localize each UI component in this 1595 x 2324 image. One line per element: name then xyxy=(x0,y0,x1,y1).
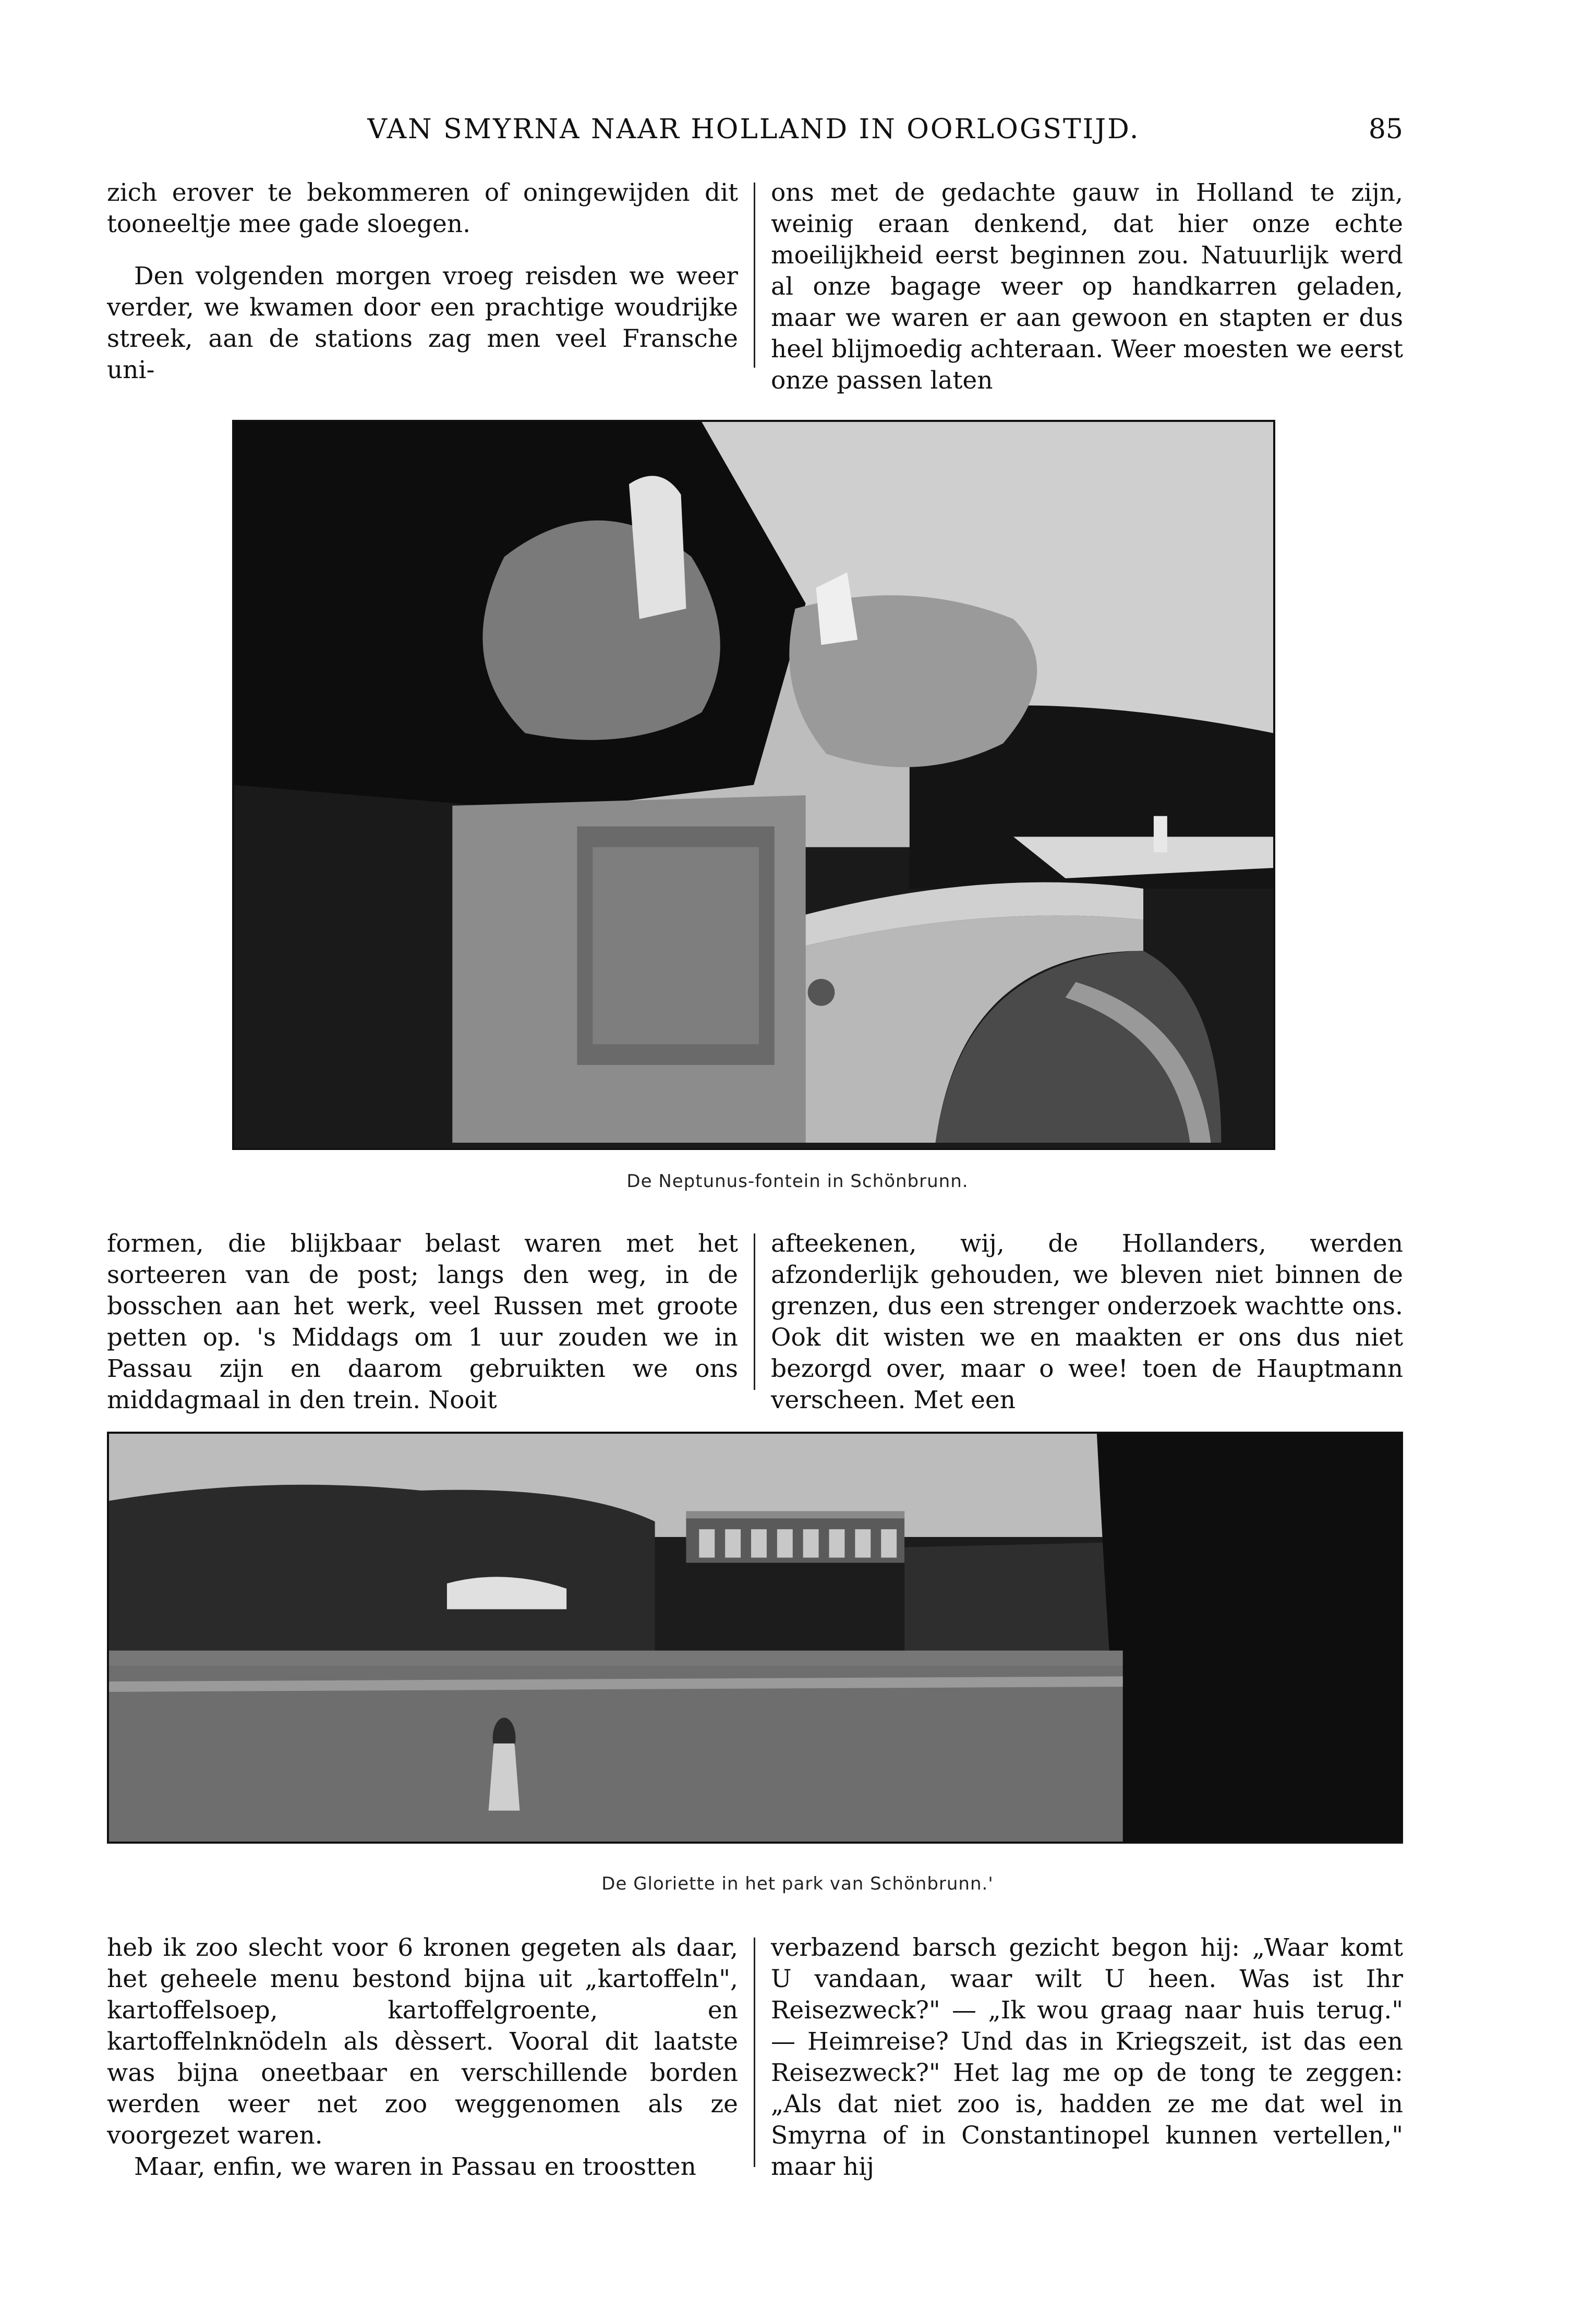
paragraph: ons met de gedachte gauw in Holland te zijn, weinig eraan denkend, dat hier onze echte moeilijkheid eerst beginnen zou. Natuurlijk werd al onze bagage weer op handkarren geladen, maar we waren er aan gewoon en stapten er dus heel blijmoedig achteraan. Weer moesten we eerst onze passen laten xyxy=(771,178,1403,395)
page-number: 85 xyxy=(1368,114,1403,145)
neptune-fountain-photo xyxy=(232,420,1275,1150)
paragraph: zich erover te bekommeren of oningewijden dit tooneeltje mee gade sloegen. xyxy=(107,178,738,238)
paragraph: Den volgenden morgen vroeg reisden we weer verder, we kwamen door een prachtige woudrijke streek, aan de stations zag men veel Fransche uni- xyxy=(107,262,738,384)
paragraph: Maar, enfin, we waren in Passau en troostten xyxy=(134,2152,696,2181)
gloriette-image xyxy=(109,1434,1401,1842)
block1-right-column xyxy=(771,177,1403,396)
paragraph: formen, die blijkbaar belast waren met het sorteeren van de post; langs den weg, in de bosschen aan het werk, veel Russen met groote petten op. 's Middags om 1 uur zouden we in Passau zijn en daarom gebruikten we ons middagmaal in den trein. Nooit xyxy=(107,1229,738,1414)
gloriette-photo xyxy=(107,1432,1403,1844)
block3-left-column xyxy=(107,1932,738,2183)
block1-left-column xyxy=(107,177,738,386)
figure1-caption: De Neptunus-fontein in Schönbrunn. xyxy=(626,1171,969,1192)
block2-right-column xyxy=(771,1228,1403,1416)
paragraph: afteekenen, wij, de Hollanders, werden afzonderlijk gehouden, we bleven niet binnen de grenzen, dus een strenger onderzoek wachtte ons. Ook dit wisten we en maakten er ons dus niet bezorgd over, maar o wee! toen de Hauptmann verscheen. Met een xyxy=(771,1229,1403,1414)
column-divider xyxy=(754,183,755,368)
block2-left-column xyxy=(107,1228,738,1416)
figure2-caption: De Gloriette in het park van Schönbrunn.' xyxy=(601,1873,994,1894)
running-title: VAN SMYRNA NAAR HOLLAND IN OORLOGSTIJD. xyxy=(367,114,1140,145)
column-divider xyxy=(754,1233,755,1390)
paragraph: verbazend barsch gezicht begon hij: „Waar komt U vandaan, waar wilt U heen. Was ist Ihr Reisezweck?" — „Ik wou graag naar huis terug." — Heimreise? Und das in Kriegszeit, ist das een Reisezweck?" Het lag me op de tong te zeggen: „Als dat niet zoo is, hadden ze me dat wel in Smyrna of in Constantinopel kunnen vertellen," maar hij xyxy=(771,1933,1403,2181)
block3-right-column xyxy=(771,1932,1403,2183)
paragraph: heb ik zoo slecht voor 6 kronen gegeten als daar, het geheele menu bestond bijna uit „kartoffeln", kartoffelsoep, kartoffelgroente, en kartoffelnknödeln als dèssert. Vooral dit laatste was bijna oneetbaar en verschillende borden werden weer net zoo weggenomen als ze voorgezet waren. xyxy=(107,1933,738,2150)
column-divider xyxy=(754,1938,755,2167)
running-header xyxy=(104,114,1403,150)
neptune-fountain-image xyxy=(234,422,1273,1148)
